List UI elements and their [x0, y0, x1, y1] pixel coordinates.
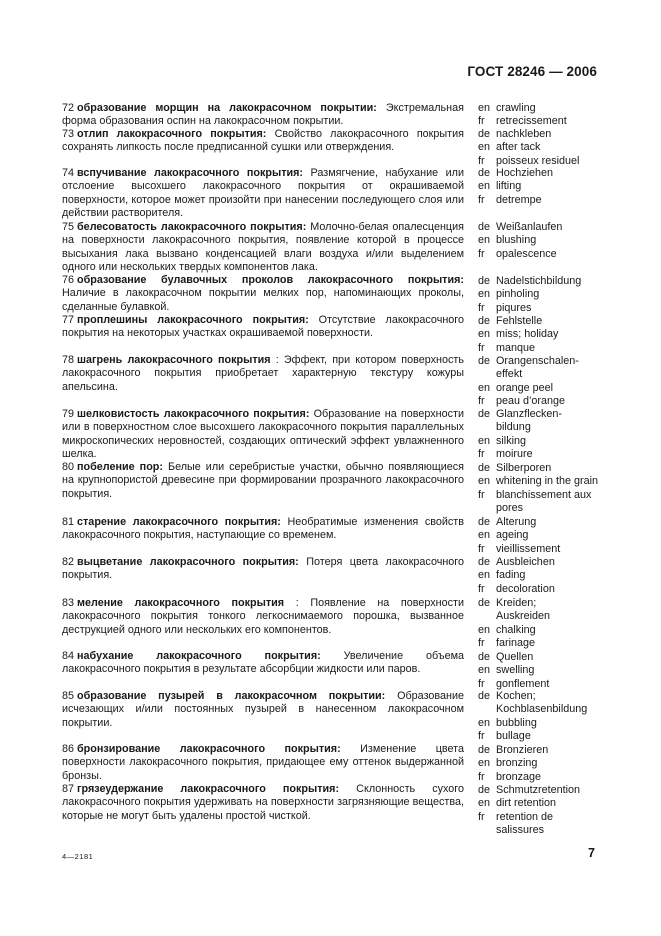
equivalent-term: silking — [496, 434, 527, 447]
equivalent-term: Nadelstichbildung — [496, 275, 582, 287]
language-code: fr — [478, 810, 485, 823]
equivalent-row — [478, 516, 628, 529]
language-code: en — [478, 102, 491, 114]
language-code: de — [478, 275, 491, 287]
equivalent-row — [478, 811, 628, 824]
term-definition: Экстремальная форма образования оспин на лакокрасочном покрытии. — [62, 102, 464, 128]
language-code: fr — [478, 154, 485, 167]
term-entry-87 — [62, 783, 464, 823]
equivalent-term: peau d’orange — [496, 394, 566, 407]
term-title: образование пузырей в лакокрасочном покрытии: — [77, 690, 386, 702]
equivalent-term-continuation: pores — [496, 501, 524, 514]
equivalent-row — [478, 221, 628, 234]
equivalent-row — [478, 489, 628, 502]
equivalent-row — [478, 448, 628, 461]
equivalent-term: miss; holiday — [496, 328, 559, 341]
equivalent-term: gonflement — [496, 677, 550, 690]
equivalent-term: crawling — [496, 102, 536, 114]
term-definition: Размягчение, набухание или отслоение высохшего лакокрасочного покрытия от окрашиваемой поверхности, которое может произойти при нанесении последующего слоя или действии растворителя. — [62, 167, 464, 219]
term-entry-79 — [62, 408, 464, 461]
language-code: fr — [478, 394, 485, 407]
language-code: en — [478, 664, 491, 677]
term-definition: Образование исчезающих и/или постоянных пузырей в нанесенном лакокрасочном покрытии. — [62, 690, 465, 729]
language-code: en — [478, 757, 491, 770]
equivalent-term: Kochen; — [496, 690, 536, 702]
language-code: de — [478, 516, 491, 528]
term-entry-72 — [62, 102, 464, 129]
term-number: 82 — [62, 556, 75, 568]
foreign-equivalents-83 — [478, 597, 628, 650]
equivalent-row — [478, 717, 628, 730]
foreign-equivalents-76 — [478, 275, 628, 315]
equivalent-row — [478, 556, 628, 569]
equivalent-row — [478, 475, 628, 488]
language-code: en — [478, 381, 491, 394]
term-title: набухание лакокрасочного покрытия: — [77, 650, 321, 662]
language-code: de — [478, 462, 491, 474]
language-code: fr — [478, 115, 485, 128]
foreign-equivalents-84 — [478, 651, 628, 691]
term-entry-80 — [62, 461, 464, 501]
equivalent-row — [478, 462, 628, 475]
equivalent-row — [478, 302, 628, 315]
equivalent-term: bronzing — [496, 757, 538, 770]
term-number: 84 — [62, 650, 75, 662]
print-code: 4—2181 — [62, 852, 94, 861]
term-title: шагрень лакокрасочного покрытия — [77, 354, 271, 366]
equivalent-term: blushing — [496, 234, 537, 247]
equivalent-term: chalking — [496, 623, 536, 636]
equivalent-term: Schmutzretention — [496, 784, 581, 796]
term-title: старение лакокрасочного покрытия: — [77, 516, 281, 528]
equivalent-term: ageing — [496, 529, 529, 542]
term-title: проплешины лакокрасочного покрытия: — [77, 314, 309, 326]
language-code: de — [478, 315, 491, 327]
equivalent-term-continuation: salissures — [496, 823, 545, 836]
equivalent-row — [478, 597, 628, 610]
equivalent-row — [478, 637, 628, 650]
language-code: de — [478, 597, 491, 609]
equivalent-term: after tack — [496, 141, 541, 154]
language-code: fr — [478, 542, 485, 555]
equivalent-term: Glanzflecken- — [496, 408, 563, 420]
language-code: de — [478, 221, 491, 233]
foreign-equivalents-72 — [478, 102, 628, 129]
equivalent-row — [478, 529, 628, 542]
term-entry-85 — [62, 690, 464, 730]
term-title: образование морщин на лакокрасочном покрытии: — [77, 102, 377, 114]
equivalent-row — [478, 275, 628, 288]
equivalent-term: retrecissement — [496, 115, 567, 128]
equivalent-term-continuation: bildung — [496, 421, 531, 434]
term-entry-82 — [62, 556, 464, 583]
language-code: fr — [478, 193, 485, 206]
term-definition: Молочно-белая опалесценция на поверхности лакокрасочного покрытия, появление которой в процессе высыхания лака вызвано конденсацией влаги воздуха и/или выделением одного или нескольких твердых компонентов лака. — [62, 221, 464, 273]
term-definition: Склонность сухого лакокрасочного покрытия удерживать на поверхности загрязняющие вещества, которые не могут быть удалены простой чисткой. — [62, 783, 465, 822]
language-code: en — [478, 529, 491, 542]
equivalent-term: opalescence — [496, 247, 557, 260]
equivalent-term: nachkleben — [496, 128, 552, 140]
equivalent-term: Hochziehen — [496, 167, 554, 179]
language-code: en — [478, 716, 491, 729]
language-code: fr — [478, 770, 485, 783]
equivalent-term: orange peel — [496, 381, 554, 394]
equivalent-term: bronzage — [496, 770, 542, 783]
equivalent-row — [478, 194, 628, 207]
language-code: fr — [478, 301, 485, 314]
equivalent-row — [478, 730, 628, 743]
equivalent-term: swelling — [496, 664, 535, 677]
language-code: fr — [478, 447, 485, 460]
term-definition: Наличие в лакокрасочном покрытии мелких пор, напоминающих проколы, сделанные булавкой. — [62, 287, 464, 313]
equivalent-row — [478, 355, 628, 368]
language-code: en — [478, 569, 491, 582]
term-title: бронзирование лакокрасочного покрытия: — [77, 743, 341, 755]
language-code: de — [478, 128, 491, 140]
equivalent-term: lifting — [496, 180, 522, 193]
foreign-equivalents-78 — [478, 355, 628, 408]
term-number: 86 — [62, 743, 75, 755]
term-entry-74 — [62, 167, 464, 220]
term-number: 79 — [62, 408, 75, 420]
equivalent-term: bullage — [496, 729, 531, 742]
equivalent-row — [478, 569, 628, 582]
term-definition: Потеря цвета лакокрасочного покрытия. — [62, 556, 465, 582]
term-number: 78 — [62, 354, 75, 366]
foreign-equivalents-82 — [478, 556, 628, 596]
page-number: 7 — [588, 846, 595, 860]
equivalent-row — [478, 180, 628, 193]
term-definition: Образование на поверхности или в поверхностном слое высохшего лакокрасочного покрытия параллельных микроскопических неровностей, создающих оптический эффект увлажненного шелка. — [62, 408, 465, 460]
term-definition: Увеличение объема лакокрасочного покрытия в результате абсорбции жидкости или паров. — [62, 650, 465, 676]
equivalent-term: detrempe — [496, 193, 542, 206]
equivalent-term: Quellen — [496, 651, 534, 663]
language-code: en — [478, 623, 491, 636]
term-entry-78 — [62, 354, 464, 394]
language-code: fr — [478, 582, 485, 595]
equivalent-term-continuation: Auskreiden — [496, 610, 551, 623]
equivalent-row — [478, 771, 628, 784]
equivalent-row — [478, 784, 628, 797]
term-title: вспучивание лакокрасочного покрытия: — [77, 167, 304, 179]
language-code: de — [478, 784, 491, 796]
language-code: fr — [478, 729, 485, 742]
term-title: побеление пор: — [77, 461, 163, 473]
equivalent-term: whitening in the grain — [496, 475, 599, 488]
foreign-equivalents-80 — [478, 462, 628, 515]
equivalent-term: bubbling — [496, 716, 537, 729]
equivalent-row — [478, 435, 628, 448]
term-number: 73 — [62, 128, 75, 140]
term-title: образование булавочных проколов лакокрасочного покрытия: — [77, 274, 464, 286]
language-code: fr — [478, 677, 485, 690]
term-number: 74 — [62, 167, 75, 179]
equivalent-term: retention de — [496, 810, 554, 823]
equivalent-term: decoloration — [496, 582, 555, 595]
foreign-equivalents-75 — [478, 221, 628, 261]
language-code: fr — [478, 636, 485, 649]
equivalent-term: vieillissement — [496, 542, 561, 555]
term-entry-81 — [62, 516, 464, 543]
language-code: de — [478, 355, 491, 367]
language-code: de — [478, 744, 491, 756]
term-definition: Свойство лакокрасочного покрытия сохранять липкость после предписанной сушки или отверждения. — [62, 128, 464, 154]
equivalent-row — [478, 141, 628, 154]
equivalent-row — [478, 690, 628, 703]
term-definition: Изменение цвета поверхности лакокрасочного покрытия, придающее ему оттенок выдержанной бронзы. — [62, 743, 464, 782]
language-code: de — [478, 556, 491, 568]
equivalent-term: blanchissement aux — [496, 488, 592, 501]
equivalent-row — [478, 797, 628, 810]
term-title: шелковистость лакокрасочного покрытия: — [77, 408, 310, 420]
language-code: fr — [478, 247, 485, 260]
term-number: 81 — [62, 516, 75, 528]
term-number: 77 — [62, 314, 75, 326]
equivalent-term: piqures — [496, 301, 532, 314]
term-number: 83 — [62, 597, 75, 609]
term-definition: : Появление на поверхности лакокрасочного покрытия тонкого легкоснимаемого порошка, вызванное деструкцией одного или нескольких его компонентов. — [62, 597, 465, 636]
foreign-equivalents-87 — [478, 784, 628, 837]
equivalent-term: Fehlstelle — [496, 315, 543, 327]
term-number: 76 — [62, 274, 75, 286]
foreign-equivalents-74 — [478, 167, 628, 207]
equivalent-term: poisseux residuel — [496, 154, 580, 167]
language-code: de — [478, 408, 491, 420]
equivalent-row — [478, 102, 628, 115]
equivalent-row — [478, 315, 628, 328]
equivalent-term: moirure — [496, 447, 533, 460]
foreign-equivalents-86 — [478, 744, 628, 784]
term-title: меление лакокрасочного покрытия — [77, 597, 285, 609]
equivalent-term-continuation: effekt — [496, 368, 523, 381]
foreign-equivalents-85 — [478, 690, 628, 743]
equivalent-row — [478, 583, 628, 596]
equivalent-term: manque — [496, 341, 536, 354]
term-number: 72 — [62, 102, 75, 114]
term-title: белесоватость лакокрасочного покрытия: — [77, 221, 307, 233]
language-code: en — [478, 288, 491, 301]
term-number: 87 — [62, 783, 75, 795]
language-code: fr — [478, 341, 485, 354]
term-entry-86 — [62, 743, 464, 783]
equivalent-row — [478, 757, 628, 770]
equivalent-term: Orangenschalen- — [496, 355, 579, 367]
equivalent-row — [478, 115, 628, 128]
language-code: en — [478, 234, 491, 247]
equivalent-row — [478, 624, 628, 637]
equivalent-term: Bronzieren — [496, 744, 549, 756]
language-code: de — [478, 167, 491, 179]
term-number: 75 — [62, 221, 75, 233]
equivalent-row — [478, 678, 628, 691]
foreign-equivalents-81 — [478, 516, 628, 556]
term-entry-77 — [62, 314, 464, 341]
equivalent-term: pinholing — [496, 288, 540, 301]
term-definition: Белые или серебристые участки, обычно появляющиеся на крупнопористой древесине при формировании прозрачного лакокрасочного покрытия. — [62, 461, 465, 500]
language-code: de — [478, 690, 491, 702]
equivalent-term: Ausbleichen — [496, 556, 555, 568]
language-code: en — [478, 434, 491, 447]
language-code: en — [478, 328, 491, 341]
foreign-equivalents-79 — [478, 408, 628, 461]
equivalent-term: fading — [496, 569, 526, 582]
equivalent-row — [478, 651, 628, 664]
equivalent-row — [478, 744, 628, 757]
equivalent-row — [478, 543, 628, 556]
term-title: отлип лакокрасочного покрытия: — [77, 128, 267, 140]
equivalent-row — [478, 288, 628, 301]
standard-designation: ГОСТ 28246 — 2006 — [467, 64, 597, 79]
equivalent-term: Kreiden; — [496, 597, 537, 609]
equivalent-term: farinage — [496, 636, 536, 649]
term-title: выцветание лакокрасочного покрытия: — [77, 556, 299, 568]
language-code: en — [478, 475, 491, 488]
term-definition: : Эффект, при котором поверхность лакокрасочного покрытия приобретает характерную текстуру кожуры апельсина. — [62, 354, 464, 393]
term-number: 80 — [62, 461, 75, 473]
equivalent-row — [478, 234, 628, 247]
equivalent-term: dirt retention — [496, 797, 557, 810]
term-entry-84 — [62, 650, 464, 677]
term-entry-83 — [62, 597, 464, 637]
language-code: fr — [478, 488, 485, 501]
foreign-equivalents-73 — [478, 128, 628, 168]
equivalent-row — [478, 342, 628, 355]
term-entry-73 — [62, 128, 464, 155]
equivalent-term: Weißanlaufen — [496, 221, 563, 233]
term-definition: Необратимые изменения свойств лакокрасочного покрытия, наступающие со временем. — [62, 516, 464, 542]
term-definition: Отсутствие лакокрасочного покрытия на некоторых участках окрашиваемой поверхности. — [62, 314, 465, 340]
language-code: en — [478, 180, 491, 193]
equivalent-row — [478, 248, 628, 261]
language-code: de — [478, 651, 491, 663]
equivalent-row — [478, 128, 628, 141]
equivalent-term: Silberporen — [496, 462, 552, 474]
term-title: грязеудержание лакокрасочного покрытия: — [77, 783, 340, 795]
equivalent-row — [478, 408, 628, 421]
equivalent-row — [478, 167, 628, 180]
foreign-equivalents-77 — [478, 315, 628, 355]
equivalent-row — [478, 395, 628, 408]
equivalent-row — [478, 328, 628, 341]
language-code: en — [478, 797, 491, 810]
equivalent-term-continuation: Kochblasenbildung — [496, 703, 588, 716]
language-code: en — [478, 141, 491, 154]
equivalent-term: Alterung — [496, 516, 537, 528]
term-entry-75 — [62, 221, 464, 274]
term-number: 85 — [62, 690, 75, 702]
equivalent-row — [478, 155, 628, 168]
equivalent-row — [478, 664, 628, 677]
equivalent-row — [478, 382, 628, 395]
term-entry-76 — [62, 274, 464, 314]
